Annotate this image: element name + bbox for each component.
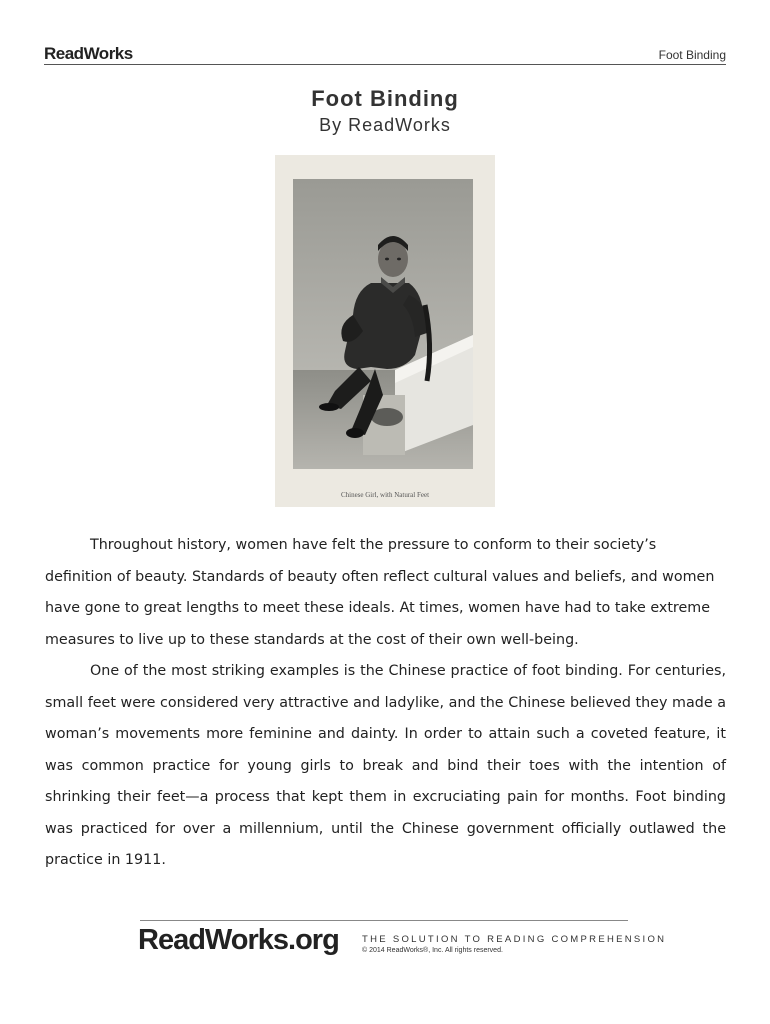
- footer-tagline: THE SOLUTION TO READING COMPREHENSION: [362, 934, 667, 945]
- header-section-title: Foot Binding: [658, 48, 726, 62]
- article-paragraph: One of the most striking examples is the Chinese practice of foot binding. For centuries, small feet were considered very attractive and ladylike, and the Chinese believed they made a woman’s movements more feminine and dainty. In order to attain such a coveted feature, it was common practice for young girls to break and bind their toes with the intention of shrinking their feet—a process that kept them in excruciating pain for months. Foot binding was practiced for over a millennium, until the Chinese government officially outlawed the practice in 1911.: [45, 663, 726, 868]
- footer-divider: [140, 920, 628, 921]
- footer-copyright: © 2014 ReadWorks®, Inc. All rights reserved.: [362, 947, 503, 954]
- photo-image: [275, 155, 495, 507]
- footer-logo: ReadWorks.org: [138, 924, 339, 956]
- page-header: [44, 44, 726, 65]
- article-photo: [275, 155, 495, 507]
- photo-caption: Chinese Girl, with Natural Feet: [340, 491, 430, 499]
- article-body: [45, 530, 726, 877]
- article-title: Foot Binding: [311, 86, 459, 111]
- article-paragraph: Throughout history, women have felt the pressure to conform to their society’s definition of beauty. Standards of beauty often reflect cultural values and beliefs, and women have gone to great lengths to meet these ideals. At times, women have had to take extreme measures to live up to these standards at the cost of their own well-being.: [45, 537, 715, 648]
- article-byline: By ReadWorks: [319, 115, 451, 135]
- readworks-logo: ReadWorks: [44, 44, 133, 63]
